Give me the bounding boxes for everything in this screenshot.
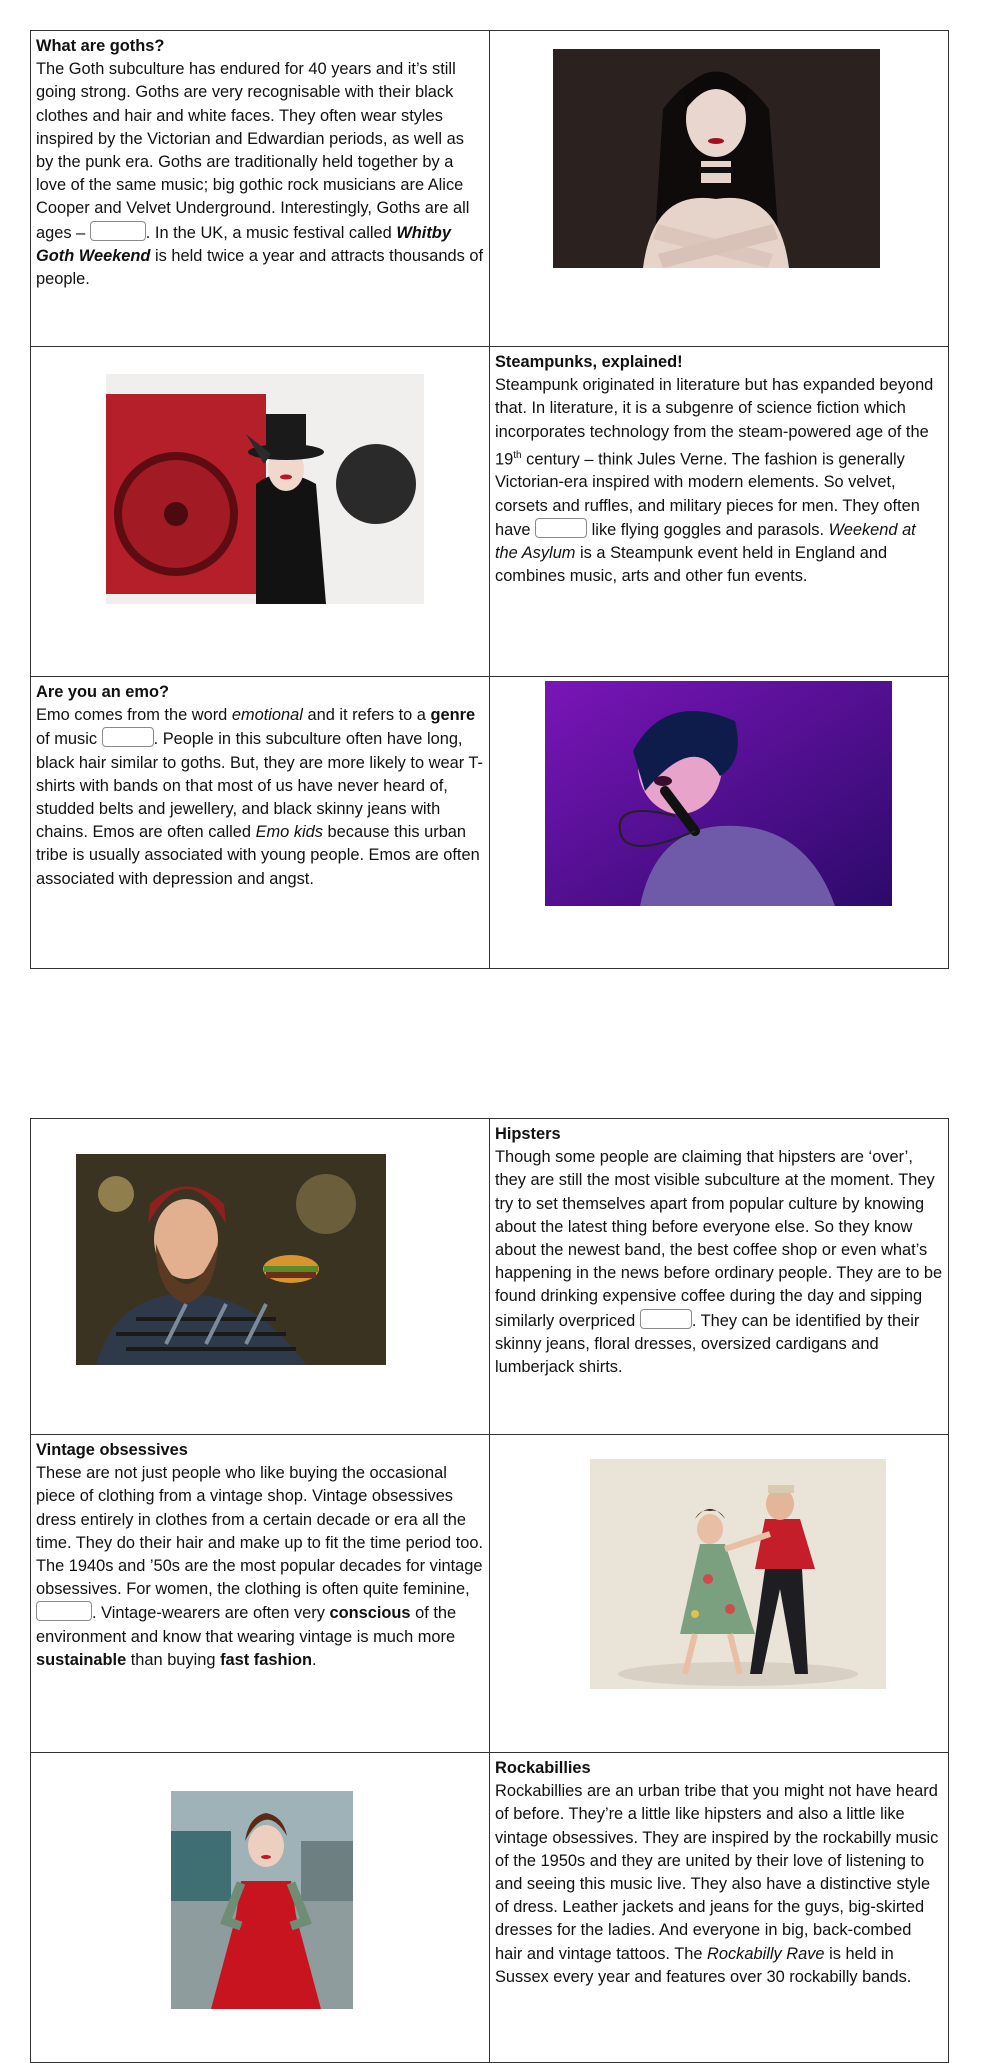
worksheet-table-1 — [30, 30, 949, 969]
steampunk-woman-photo — [106, 374, 424, 604]
rockabillies-paragraph: Rockabillies are an urban tribe that you might not have heard of before. They’re a little like hipsters and also a little like vintage obsessives. They are inspired by the rockabilly music of the 1950s and they are united by their love of listening to and seeing this music live. They also have a distinctive style of dress. Leather jackets and jeans for the guys, big-skirted dresses for the ladies. And everyone in big, back-combed hair and vintage tattoos. The Rockabilly Rave is held in Sussex every year and features over 30 rockabilly bands. — [495, 1782, 939, 1986]
answer-blank[interactable] — [535, 518, 587, 538]
steampunks-paragraph: Steampunk originated in literature but has expanded beyond that. In literature, it is a subgenre of science fiction which incorporates technology from the steam-powered age of the 19th century – think Jules Verne. The fashion is generally Victorian-era inspired with modern elements. So velvet, corsets and ruffles, and military pieces for men. They often have like flying goggles and parasols. Weekend at the Asylum is a Steampunk event held in England and combines music, arts and other fun events. — [495, 376, 934, 586]
hipsters-heading: Hipsters — [495, 1125, 561, 1143]
vintage-paragraph: These are not just people who like buying the occasional piece of clothing from a vintage shop. Vintage obsessives dress entirely in clothes from a certain decade or era all the time. They do their hair and make up to fit the time period too. The 1940s and ’50s are the most popular decades for vintage obsessives. For women, the clothing is often quite feminine, . Vintage-wearers are often very conscious of the environment and know that wearing vintage is much more sustainable than buying fast fashion. — [36, 1464, 484, 1669]
hipsters-paragraph: Though some people are claiming that hipsters are ‘over’, they are still the most visible subculture at the moment. They try to set themselves apart from popular culture by knowing about the latest thing before everyone else. So they know about the newest band, the best coffee shop or even what’s happening in the news before ordinary people. They are to be found drinking expensive coffee during the day and sipping similarly overpriced . They can be identified by their skinny jeans, floral dresses, oversized cardigans and lumberjack shirts. — [495, 1148, 943, 1377]
emo-singer-photo — [545, 681, 892, 906]
goth-woman-photo — [553, 49, 880, 268]
steampunks-event: Weekend at the Asylum — [495, 520, 916, 563]
answer-blank[interactable] — [36, 1601, 92, 1621]
answer-blank[interactable] — [640, 1309, 692, 1329]
goths-text-cell — [31, 31, 490, 347]
rockabillies-heading: Rockabillies — [495, 1759, 591, 1777]
goths-festival: Whitby Goth Weekend — [36, 223, 451, 265]
goths-paragraph: The Goth subculture has endured for 40 years and it’s still going strong. Goths are very recognisable with their black clothes and hair and white faces. They often wear styles inspired by the Victorian and Edwardian periods, as well as by the punk era. Goths are traditionally held together by a love of the same music; big gothic rock musicians are Alice Cooper and Velvet Underground. Interestingly, Goths are all ages – . In the UK, a music festival called Whitby Goth Weekend is held twice a year and attracts thousands of people. — [36, 60, 484, 289]
answer-blank[interactable] — [90, 221, 146, 241]
vintage-image-cell — [490, 1435, 949, 1753]
hipsters-text-cell — [490, 1119, 949, 1435]
answer-blank[interactable] — [102, 727, 154, 747]
goths-heading: What are goths? — [36, 37, 165, 55]
steampunks-text-cell — [490, 347, 949, 677]
emo-text-cell — [31, 677, 490, 969]
rockabillies-event: Rockabilly Rave — [707, 1944, 825, 1963]
steampunks-image-cell — [31, 347, 490, 677]
goths-image-cell — [490, 31, 949, 347]
emo-paragraph: Emo comes from the word emotional and it refers to a genre of music . People in this subculture often have long, black hair similar to goths. But, they are more likely to wear T-shirts with bands on that most of us have never heard of, studded belts and jewellery, and black skinny jeans with chains. Emos are often called Emo kids because this urban tribe is usually associated with young people. Emos are often associated with depression and angst. — [36, 706, 483, 888]
rockabilly-woman-photo — [171, 1791, 353, 2009]
vintage-heading: Vintage obsessives — [36, 1441, 188, 1459]
hipsters-image-cell — [31, 1119, 490, 1435]
worksheet-table-2 — [30, 1118, 949, 2063]
steampunks-heading: Steampunks, explained! — [495, 353, 683, 371]
emo-heading: Are you an emo? — [36, 683, 169, 701]
rockabillies-text-cell — [490, 1753, 949, 2063]
vintage-dancers-photo — [590, 1459, 886, 1689]
hipster-man-photo — [76, 1154, 386, 1365]
vintage-text-cell — [31, 1435, 490, 1753]
emo-image-cell — [490, 677, 949, 969]
rockabillies-image-cell — [31, 1753, 490, 2063]
